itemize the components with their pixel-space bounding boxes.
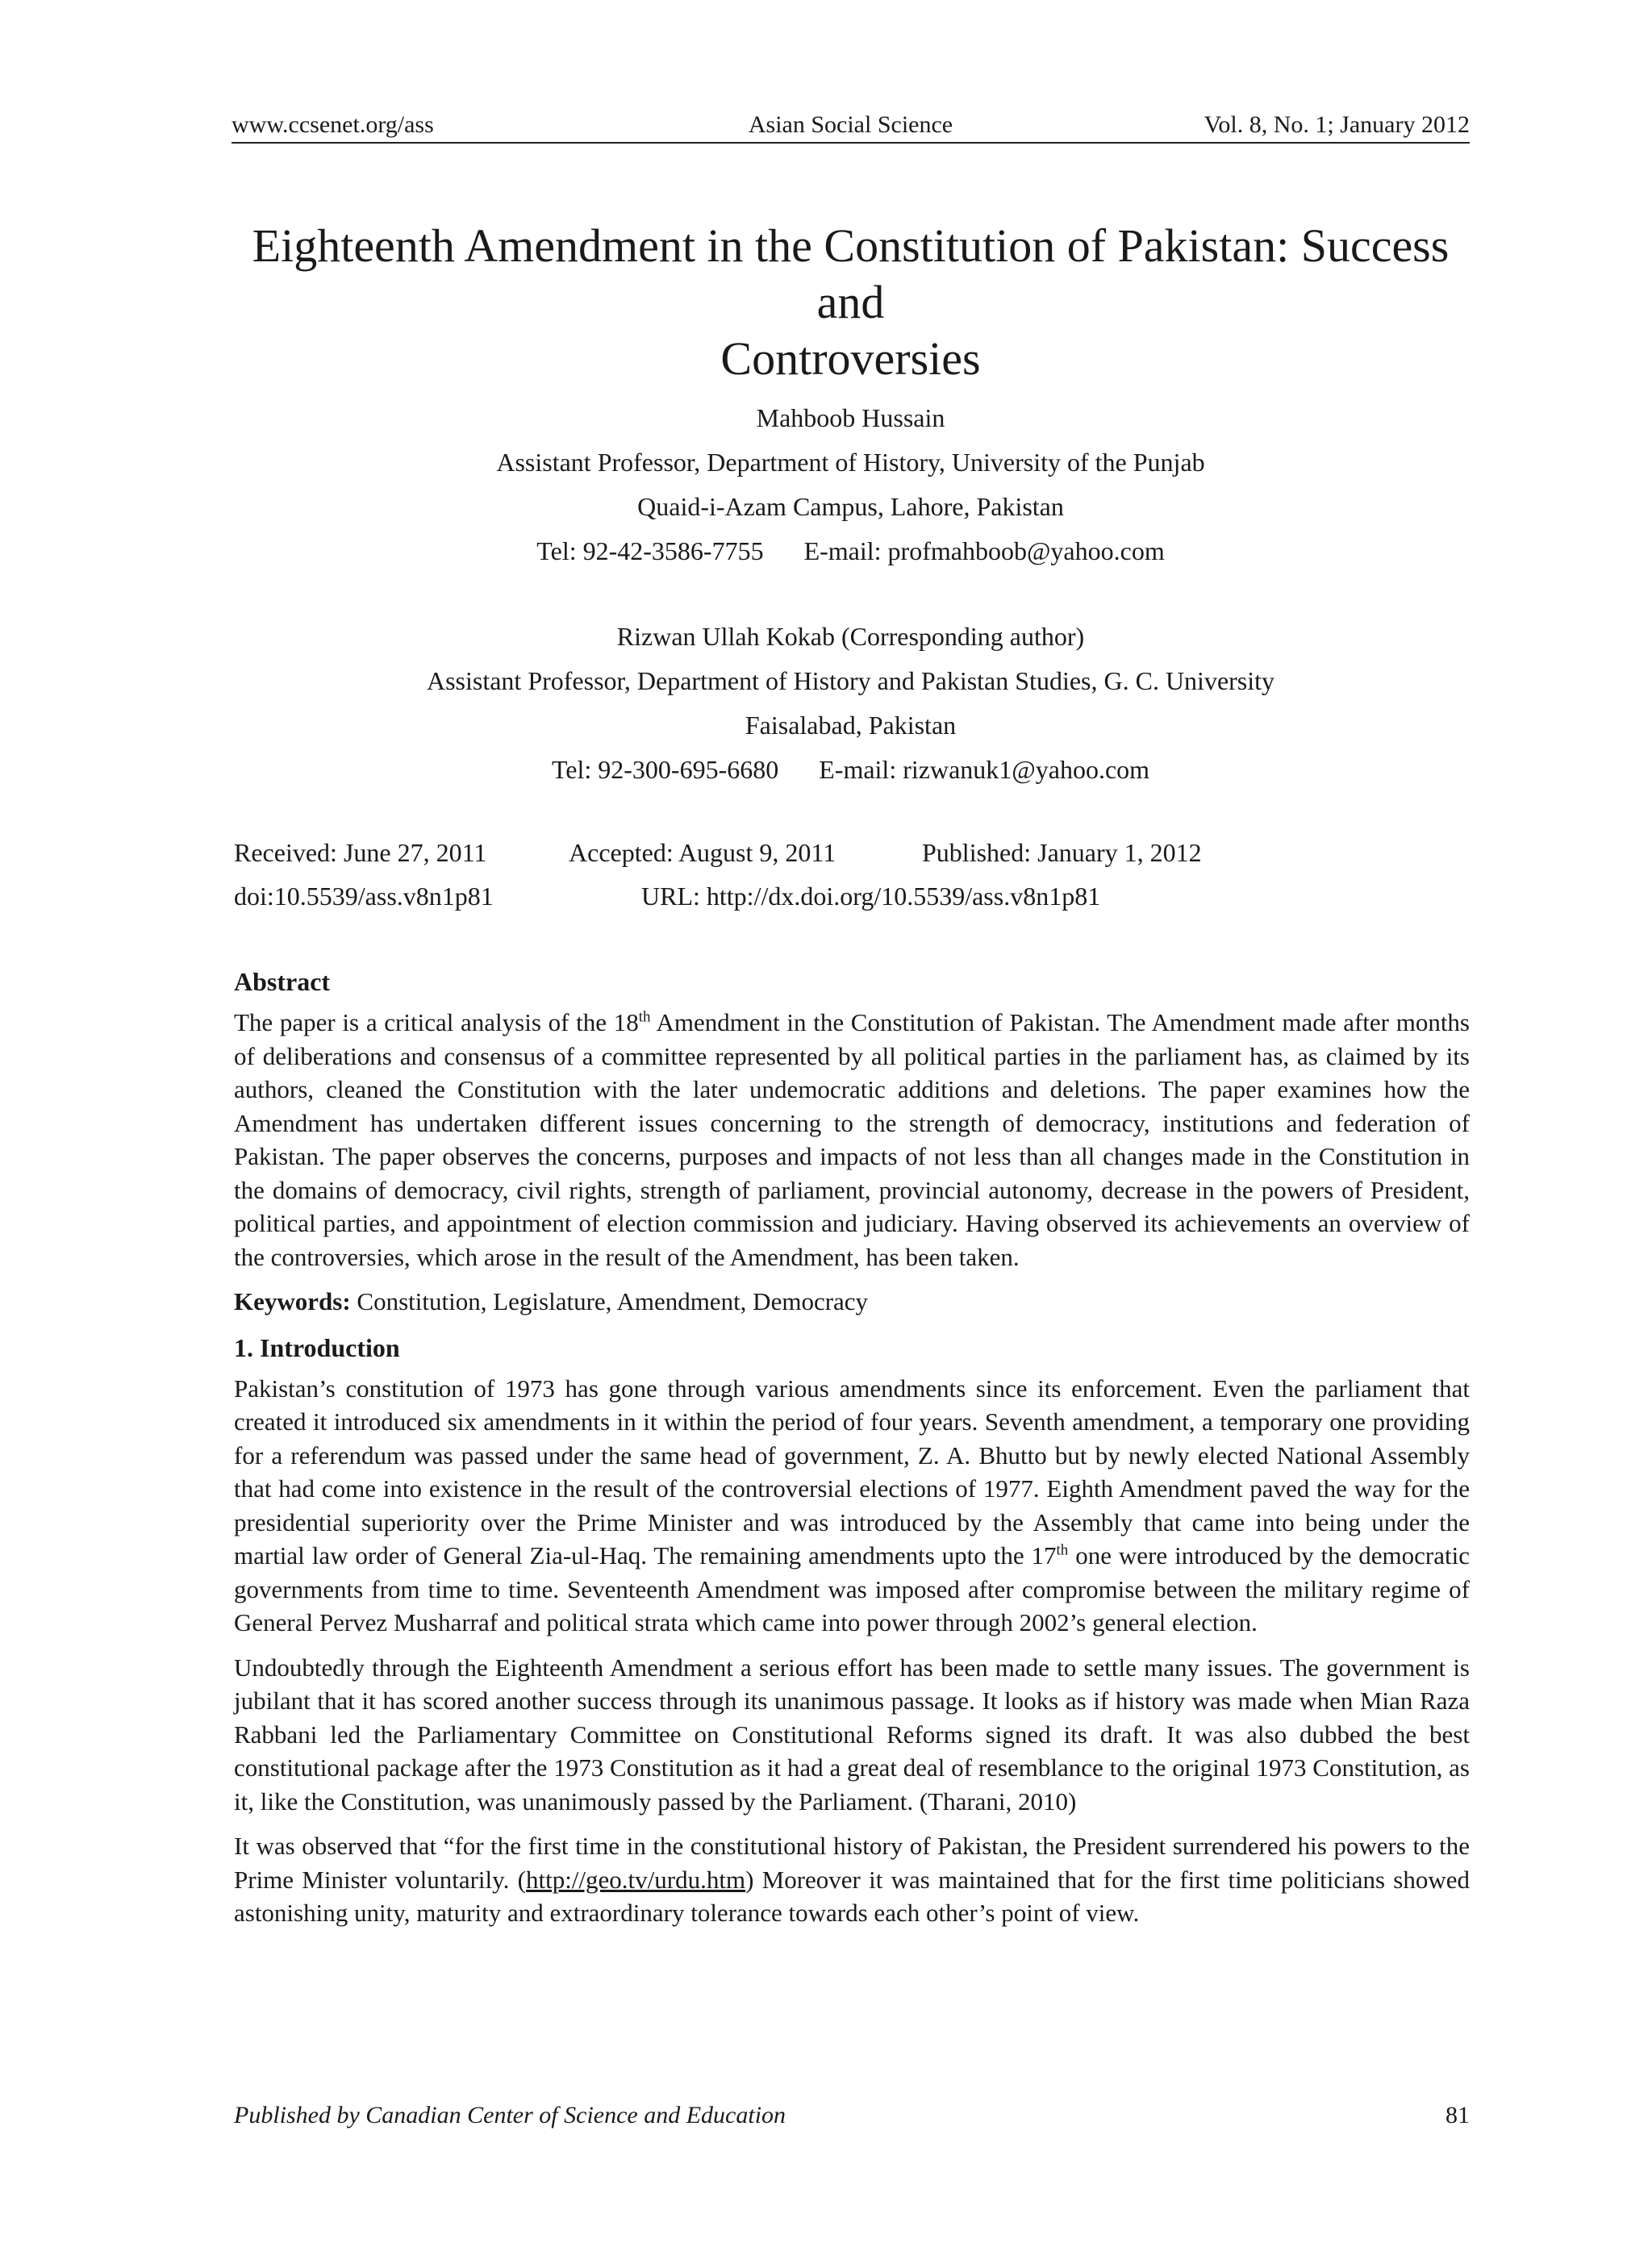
author-1-name: Mahboob Hussain — [756, 403, 945, 432]
intro-paragraph-2: Undoubtedly through the Eighteenth Amendment a serious effort has been made to settle many issues. The government is jubilant that it has scored another success through its unanimous passage. It looks as if history was made when Mian Raza Rabbani led the Parliamentary Committee on Constitutional Reforms signed its draft. It was also dubbed the best constitutional package after the 1973 Constitution as it had a great deal of resemblance to the original 1973 Constitution, as it, like the Constitution, was unanimously passed by the Parliament. (Tharani, 2010) — [234, 1653, 1470, 1816]
page-footer — [234, 2099, 1470, 2132]
keywords-label: Keywords: — [234, 1287, 351, 1315]
keywords-list: Constitution, Legislature, Amendment, Democracy — [350, 1287, 869, 1315]
publisher-credit: Published by Canadian Center of Science and Education — [234, 2102, 786, 2128]
paper-title — [232, 218, 1470, 387]
journal-url: www.ccsenet.org/ass — [232, 111, 434, 138]
author-1-affiliation: Assistant Professor, Department of History, University of the Punjab — [496, 448, 1205, 477]
running-header — [232, 108, 1470, 144]
author-2-name: Rizwan Ullah Kokab (Corresponding author) — [616, 622, 1085, 651]
intro-paragraph-1: Pakistan’s constitution of 1973 has gone through various amendments since its enforcement. Even the parliament that created it introduced six amendments in it within the period of four years. Seventh amendment, a temporary one providing for a referendum was passed under the same head of government, Z. A. Bhutto but by newly elected National Assembly that had come into existence in the result of the controversial elections of 1977. Eighth Amendment paved the way for the presidential superiority over the Prime Minister and was introduced by the Assembly that came into being under the martial law order of General Zia-ul-Haq. The remaining amendments upto the 17th one were introduced by the democratic governments from time to time. Seventeenth Amendment was imposed after compromise between the military regime of General Pervez Musharraf and political strata which came into power through 2002’s general election. — [234, 1374, 1470, 1636]
author-1-contact — [232, 529, 1470, 573]
title-line-1: Eighteenth Amendment in the Constitution of Pakistan: Success and — [252, 219, 1450, 328]
doi-url: URL: http://dx.doi.org/10.5539/ass.v8n1p81 — [641, 882, 1101, 911]
author-2-contact — [232, 748, 1470, 792]
page-number: 81 — [1446, 2102, 1470, 2128]
author-2-block — [232, 615, 1470, 792]
geo-tv-link[interactable]: http://geo.tv/urdu.htm — [525, 1865, 746, 1894]
keywords — [234, 1285, 1470, 1319]
ordinal-superscript: th — [1056, 1541, 1069, 1559]
abstract-paragraph: The paper is a critical analysis of the 18th Amendment in the Constitution of Pakistan. The Amendment made after months of deliberations and consensus of a committee represented by all political parties in the parliament has, as claimed by its authors, cleaned the Constitution with the later undemocratic additions and deletions. The paper examines how the Amendment has undertaken different issues concerning to the strength of democracy, institutions and federation of Pakistan. The paper observes the concerns, purposes and impacts of not less than all changes made in the Constitution in the domains of democracy, civil rights, strength of parliament, provincial autonomy, decrease in the powers of President, political parties, and appointment of election commission and judiciary. Having observed its achievements an overview of the controversies, which arose in the result of the Amendment, has been taken. — [234, 1008, 1470, 1271]
title-line-2: Controversies — [720, 332, 981, 385]
received-date: Received: June 27, 2011 — [234, 838, 487, 867]
doi: doi:10.5539/ass.v8n1p81 — [234, 882, 494, 911]
author-2-address: Faisalabad, Pakistan — [745, 711, 957, 740]
author-1-email: E-mail: profmahboob@yahoo.com — [803, 536, 1165, 565]
author-2-tel: Tel: 92-300-695-6680 — [551, 755, 779, 784]
ordinal-superscript: th — [638, 1008, 651, 1026]
intro-paragraph-3: It was observed that “for the first time in the constitutional history of Pakistan, the President surrendered his powers to the Prime Minister voluntarily. (http://geo.tv/urdu.htm) Moreover it was maintained that for the first time politicians showed astonishing unity, maturity and extraordinary tolerance towards each other’s point of view. — [234, 1832, 1470, 1927]
published-date: Published: January 1, 2012 — [922, 838, 1202, 867]
author-2-affiliation: Assistant Professor, Department of History and Pakistan Studies, G. C. University — [426, 666, 1275, 695]
main-text — [234, 964, 1470, 1941]
author-2-email: E-mail: rizwanuk1@yahoo.com — [819, 755, 1150, 784]
author-1-address: Quaid-i-Azam Campus, Lahore, Pakistan — [637, 492, 1064, 521]
author-1-tel: Tel: 92-42-3586-7755 — [536, 536, 764, 565]
abstract-heading: Abstract — [234, 967, 331, 996]
author-1-block — [232, 396, 1470, 573]
journal-name: Asian Social Science — [748, 111, 953, 138]
volume-issue: Vol. 8, No. 1; January 2012 — [1204, 111, 1470, 138]
accepted-date: Accepted: August 9, 2011 — [569, 838, 836, 867]
introduction-heading: 1. Introduction — [234, 1332, 400, 1362]
